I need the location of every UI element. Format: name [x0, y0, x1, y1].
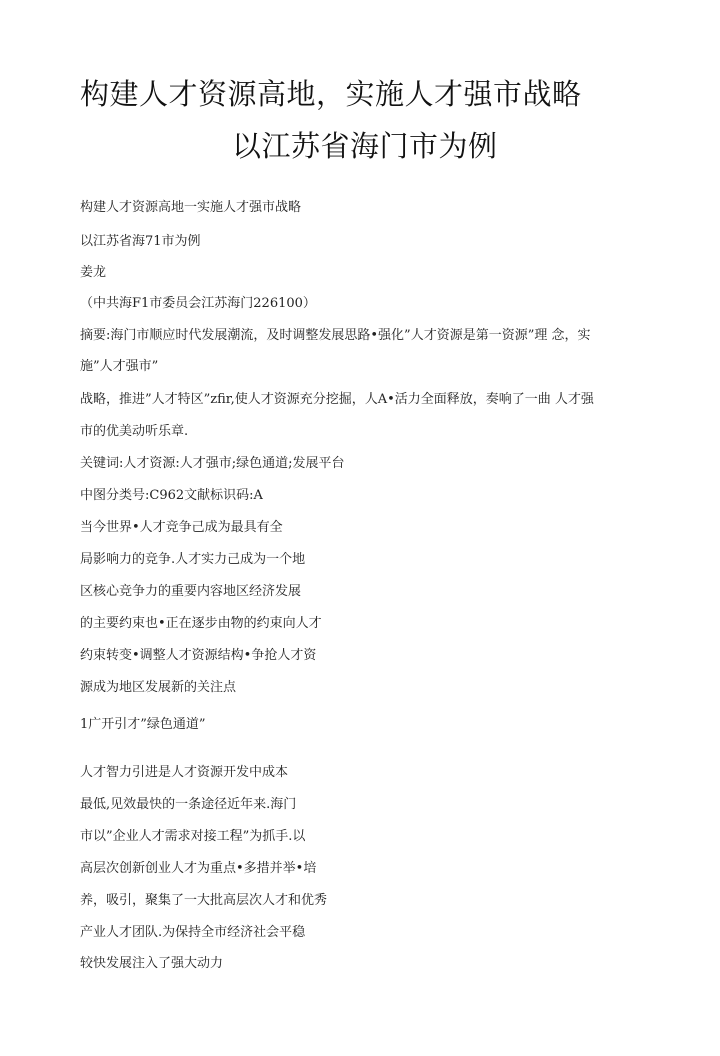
paragraph-line: 区核心竞争力的重要内容地区经济发展: [80, 584, 302, 599]
paragraph-line: 人才智力引进是人才资源开发中成本: [80, 765, 289, 780]
document-title: 构建人才资源高地，实施人才强市战略: [80, 77, 582, 111]
abstract-line: 摘要:海门市顺应时代发展潮流，及时调整发展思路•强化”人才资源是第一资源”理 念，实: [80, 328, 591, 343]
body-line-subheading: 以江苏省海71市为例: [80, 234, 201, 249]
keywords-line: 关键词:人才资源:人才强市;绿色通道;发展平台: [80, 456, 345, 471]
document-subtitle: 以江苏省海门市为例: [232, 129, 498, 163]
paragraph-line: 最低,见效最快的一条途径近年来.海门: [80, 797, 297, 812]
paragraph-line: 源成为地区发展新的关注点: [80, 680, 237, 695]
section-heading: 1广开引才”绿色通道”: [80, 717, 206, 732]
paragraph-line: 市以”企业人才需求对接工程”为抓手.以: [80, 829, 306, 844]
paragraph-line: 产业人才团队.为保持全市经济社会平稳: [80, 925, 306, 940]
abstract-line: 施”人才强市”: [80, 359, 159, 374]
paragraph-line: 局影响力的竞争.人才实力己成为一个地: [80, 552, 306, 567]
abstract-line: 市的优美动听乐章.: [80, 424, 189, 439]
paragraph-line: 养，吸引，聚集了一大批高层次人才和优秀: [80, 893, 328, 908]
paragraph-line: 约束转变•调整人才资源结构•争抢人才资: [80, 648, 317, 663]
author-name: 姜龙: [80, 265, 107, 280]
classification-line: 中图分类号:C962文献标识码:A: [80, 488, 263, 503]
author-affiliation: （中共海F1市委员会江苏海门226100）: [80, 296, 316, 311]
abstract-line: 战略，推进”人才特区”zfir,使人才资源充分挖掘，人A•活力全面释放，奏响了一曲 人才强: [80, 392, 594, 407]
paragraph-line: 较快发展注入了强大动力: [80, 956, 224, 971]
paragraph-line: 当今世界•人才竞争己成为最具有全: [80, 520, 283, 535]
paragraph-line: 高层次创新创业人才为重点•多措并举•培: [80, 861, 317, 876]
body-line-heading: 构建人才资源高地一实施人才强市战略: [80, 200, 302, 215]
paragraph-line: 的主要约束也•正在逐步由物的约束向人才: [80, 616, 322, 631]
